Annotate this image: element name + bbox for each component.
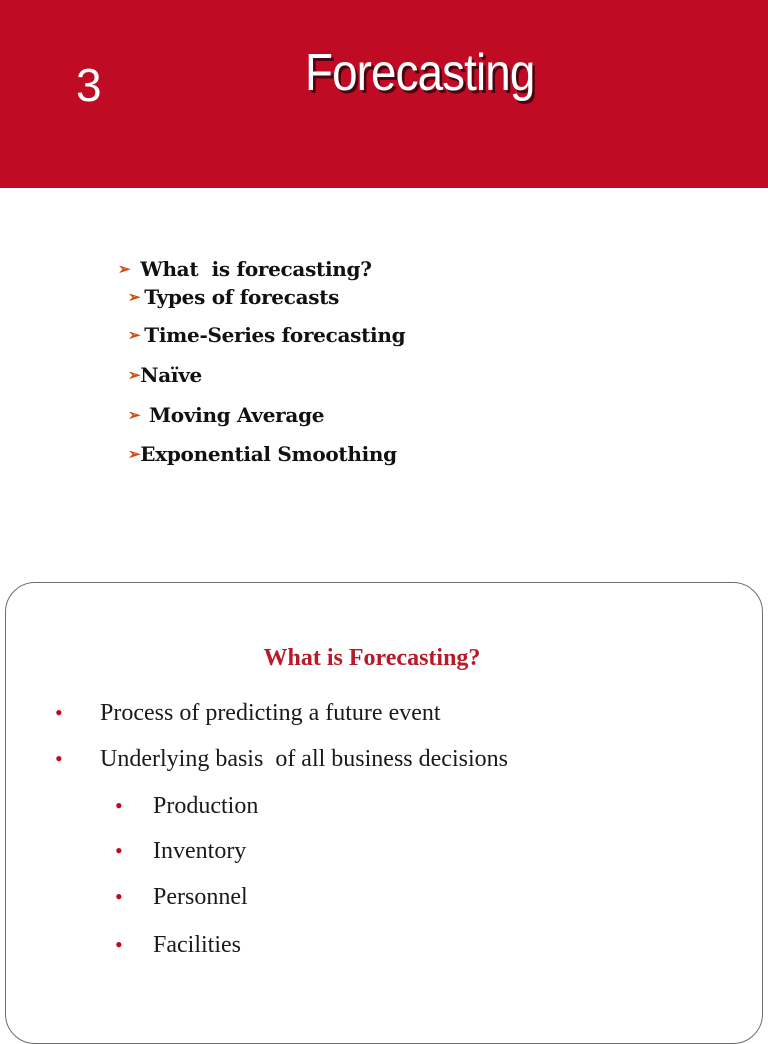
arrow-bullet-icon: ➢ bbox=[128, 444, 141, 463]
sub-list-item bbox=[115, 793, 258, 820]
sub-list-item bbox=[115, 838, 246, 865]
agenda-item-label: Types of forecasts bbox=[144, 285, 340, 309]
agenda-item bbox=[128, 285, 339, 309]
sub-list-item-label: Personnel bbox=[153, 884, 248, 910]
dot-bullet-icon: • bbox=[115, 793, 123, 818]
list-item-label: Underlying basis of all business decisions bbox=[100, 746, 508, 772]
arrow-bullet-icon: ➢ bbox=[128, 405, 141, 424]
sub-list-item bbox=[115, 884, 248, 911]
dot-bullet-icon: • bbox=[115, 932, 123, 957]
dot-bullet-icon: • bbox=[55, 746, 63, 771]
list-item-label: Process of predicting a future event bbox=[100, 700, 441, 726]
arrow-bullet-icon: ➢ bbox=[128, 365, 141, 384]
title-banner bbox=[0, 0, 768, 188]
dot-bullet-icon: • bbox=[115, 884, 123, 909]
arrow-bullet-icon: ➢ bbox=[128, 287, 141, 306]
sub-list-item-label: Production bbox=[153, 793, 259, 819]
agenda-item bbox=[128, 363, 202, 387]
sub-list-item-label: Facilities bbox=[153, 932, 241, 958]
dot-bullet-icon: • bbox=[55, 700, 63, 725]
sub-list-item-label: Inventory bbox=[153, 838, 247, 864]
agenda-item bbox=[128, 403, 324, 427]
list-item bbox=[55, 746, 508, 773]
agenda-item-label: Time-Series forecasting bbox=[144, 323, 406, 347]
agenda-item bbox=[128, 442, 397, 466]
sub-list-item bbox=[115, 932, 241, 959]
slide-title: Forecasting bbox=[305, 44, 535, 102]
agenda-item bbox=[118, 257, 372, 281]
list-item bbox=[55, 700, 441, 727]
arrow-bullet-icon: ➢ bbox=[128, 325, 141, 344]
agenda-item-label: Moving Average bbox=[142, 403, 325, 427]
agenda-item-label: Naïve bbox=[140, 363, 202, 387]
chapter-number: 3 bbox=[76, 59, 102, 111]
arrow-bullet-icon: ➢ bbox=[118, 259, 131, 278]
dot-bullet-icon: • bbox=[115, 838, 123, 863]
agenda-item-label: Exponential Smoothing bbox=[140, 442, 397, 466]
agenda-item bbox=[128, 323, 405, 347]
card-title: What is Forecasting? bbox=[263, 645, 481, 671]
agenda-item-label: What is forecasting? bbox=[140, 257, 372, 281]
